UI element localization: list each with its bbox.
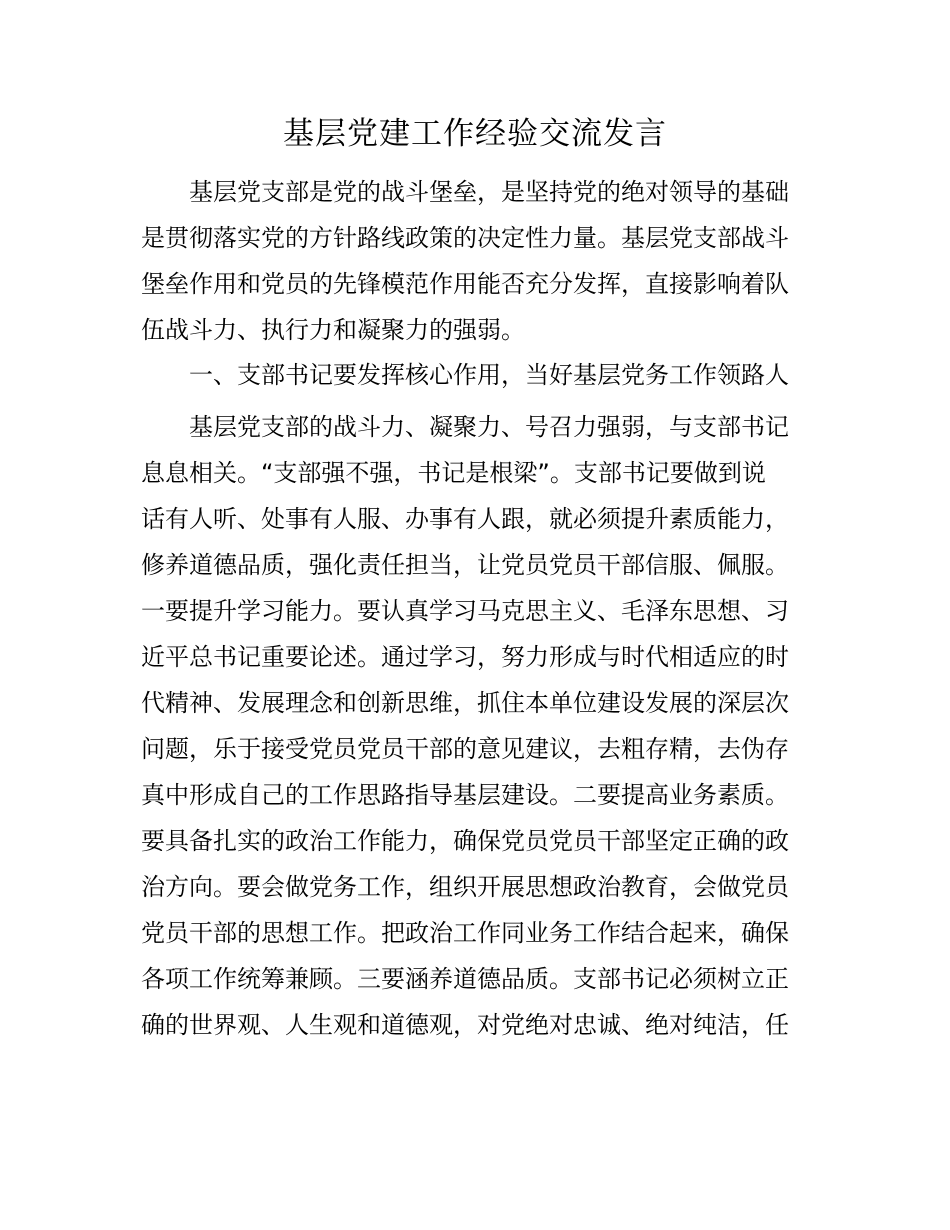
text-line: 确的世界观、人生观和道德观，对党绝对忠诚、绝对纯洁，任 [141,1011,789,1039]
text-line: 一要提升学习能力。要认真学习马克思主义、毛泽东思想、习 [141,597,789,625]
text-line: 近平总书记重要论述。通过学习，努力形成与时代相适应的时 [141,643,789,671]
text-line: 要具备扎实的政治工作能力，确保党员党员干部坚定正确的政 [141,827,789,855]
text-line: 话有人听、处事有人服、办事有人跟，就必须提升素质能力， [141,505,789,533]
text-line: 基层党支部是党的战斗堡垒，是坚持党的绝对领导的基础 [189,178,789,206]
text-line: 息息相关。“支部强不强，书记是根梁”。支部书记要做到说 [141,459,766,487]
text-line: 堡垒作用和党员的先锋模范作用能否充分发挥，直接影响着队 [141,270,789,298]
text-line: 代精神、发展理念和创新思维，抓住本单位建设发展的深层次 [141,689,789,717]
text-line: 是贯彻落实党的方针路线政策的决定性力量。基层党支部战斗 [141,224,789,252]
text-line: 治方向。要会做党务工作，组织开展思想政治教育，会做党员 [141,873,789,901]
paragraph-intro [141,169,811,353]
text-line: 修养道德品质，强化责任担当，让党员党员干部信服、佩服。 [141,551,789,579]
paragraph-section-1 [141,404,811,1048]
text-line: 真中形成自己的工作思路指导基层建设。二要提高业务素质。 [141,781,789,809]
section-heading-1 [141,352,811,398]
document-title: 基层党建工作经验交流发言 [283,116,667,152]
text-line: 问题，乐于接受党员党员干部的意见建议，去粗存精，去伪存 [141,735,789,763]
heading-line: 一、支部书记要发挥核心作用，当好基层党务工作领路人 [189,361,789,389]
text-line: 党员干部的思想工作。把政治工作同业务工作结合起来，确保 [141,919,789,947]
text-line: 伍战斗力、执行力和凝聚力的强弱。 [141,316,525,344]
text-line: 各项工作统筹兼顾。三要涵养道德品质。支部书记必须树立正 [141,965,789,993]
text-line: 基层党支部的战斗力、凝聚力、号召力强弱，与支部书记 [189,413,789,441]
